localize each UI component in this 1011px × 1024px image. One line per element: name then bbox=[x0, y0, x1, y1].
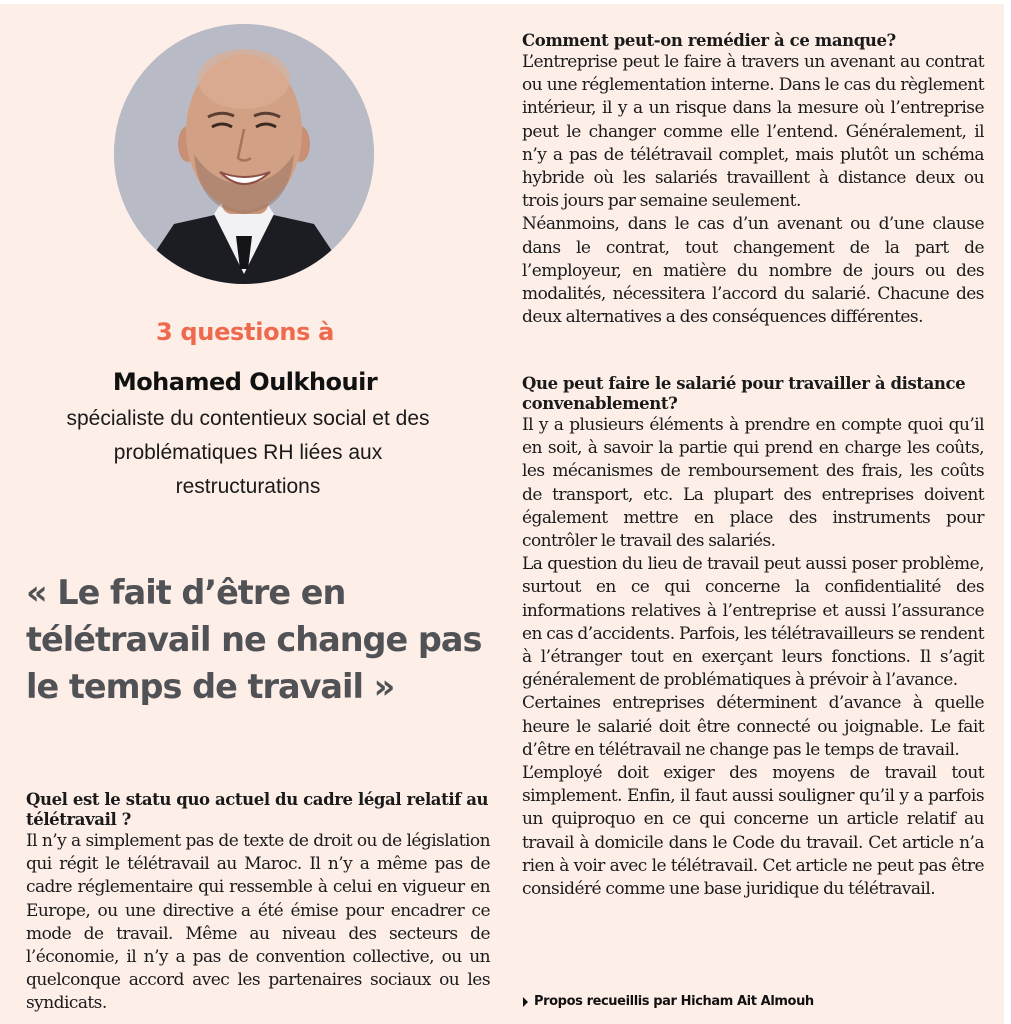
qa-block-2 bbox=[522, 31, 984, 329]
answer-3-paragraph-4: L’employé doit exiger des moyens de travail tout simplement. Enfin, il faut aussi souligner qu’il y a parfois un quiproquo en ce qui concerne un article relatif au travail à domicile dans le Code du travail. Cet article n’a rien à voir avec le télétravail. Cet article ne peut pas être considéré comme une base juridique du télétravail. bbox=[522, 763, 984, 900]
interviewee-name: Mohamed Oulkhouir bbox=[112, 368, 378, 396]
portrait-illustration bbox=[114, 24, 374, 284]
answer-2-paragraph-2: Néanmoins, dans le cas d’un avenant ou d’une clause dans le contrat, tout changement de la part de l’employeur, en matière du nombre de jours ou des modalités, nécessitera l’accord du salarié. Chacune des deux alternatives a des conséquences différentes. bbox=[522, 214, 984, 328]
answer-3-paragraph-1: Il y a plusieurs éléments à prendre en compte quoi qu’il en soit, à savoir la partie qui prend en charge les coûts, les mécanismes de remboursement des frais, les coûts de transport, etc. La plupart des entreprises doivent également mettre en place des instruments pour contrôler le travail des salariés. bbox=[522, 415, 984, 552]
byline bbox=[522, 994, 814, 1009]
qa-block-1 bbox=[26, 790, 490, 1016]
byline-text: Propos recueillis par Hicham Ait Almouh bbox=[534, 994, 814, 1009]
interviewee-portrait bbox=[114, 24, 374, 284]
byline-marker-icon bbox=[523, 997, 528, 1007]
answer-1-paragraph-1: Il n’y a simplement pas de texte de droit ou de législation qui régit le télétravail au Maroc. Il n’y a même pas de cadre réglementaire qui ressemble à celui en vigueur en Europe, ou une directive a été émise pour encadrer ce mode de travail. Même au niveau des secteurs de l’économie, il n’y a pas de convention collective, ou un quelconque accord avec les partenaires sociaux ou les syndicats. bbox=[26, 831, 490, 1014]
article-page bbox=[0, 4, 1004, 1024]
question-2: Comment peut-on remédier à ce manque? bbox=[522, 31, 896, 50]
answer-3-paragraph-3: Certaines entreprises déterminent d’avance à quelle heure le salarié doit être connecté ou joignable. Le fait d’être en télétravail ne change pas le temps de travail. bbox=[522, 693, 984, 760]
interviewee-role: spécialiste du contentieux social et des problématiques RH liées aux restructurations bbox=[66, 407, 430, 498]
qa-block-3 bbox=[522, 374, 984, 901]
right-column bbox=[522, 4, 984, 1024]
section-kicker: 3 questions à bbox=[155, 318, 335, 346]
pull-quote: « Le fait d’être en télétravail ne change pas le temps de travail » bbox=[26, 573, 482, 706]
question-3: Que peut faire le salarié pour travailler à distance convenablement? bbox=[522, 374, 966, 413]
question-1: Quel est le statu quo actuel du cadre légal relatif au télétravail ? bbox=[26, 790, 489, 829]
answer-3-paragraph-2: La question du lieu de travail peut aussi poser problème, surtout en ce qui concerne la confidentialité des informations relatives à l’entreprise et aussi l’assurance en cas d’accidents. Parfois, les télétravailleurs se rendent à l’étranger tout en exerçant leurs fonctions. Il s’agit généralement de problématiques à prévoir à l’avance. bbox=[522, 554, 984, 691]
left-column bbox=[0, 4, 500, 1024]
answer-2-paragraph-1: L’entreprise peut le faire à travers un avenant au contrat ou une réglementation interne. Dans le cas du règlement intérieur, il y a un risque dans la mesure où l’entreprise peut le changer comme elle l’entend. Généralement, il n’y a pas de télétravail complet, mais plutôt un schéma hybride où les salariés travaillent à distance deux ou trois jours par semaine seulement. bbox=[522, 52, 984, 212]
